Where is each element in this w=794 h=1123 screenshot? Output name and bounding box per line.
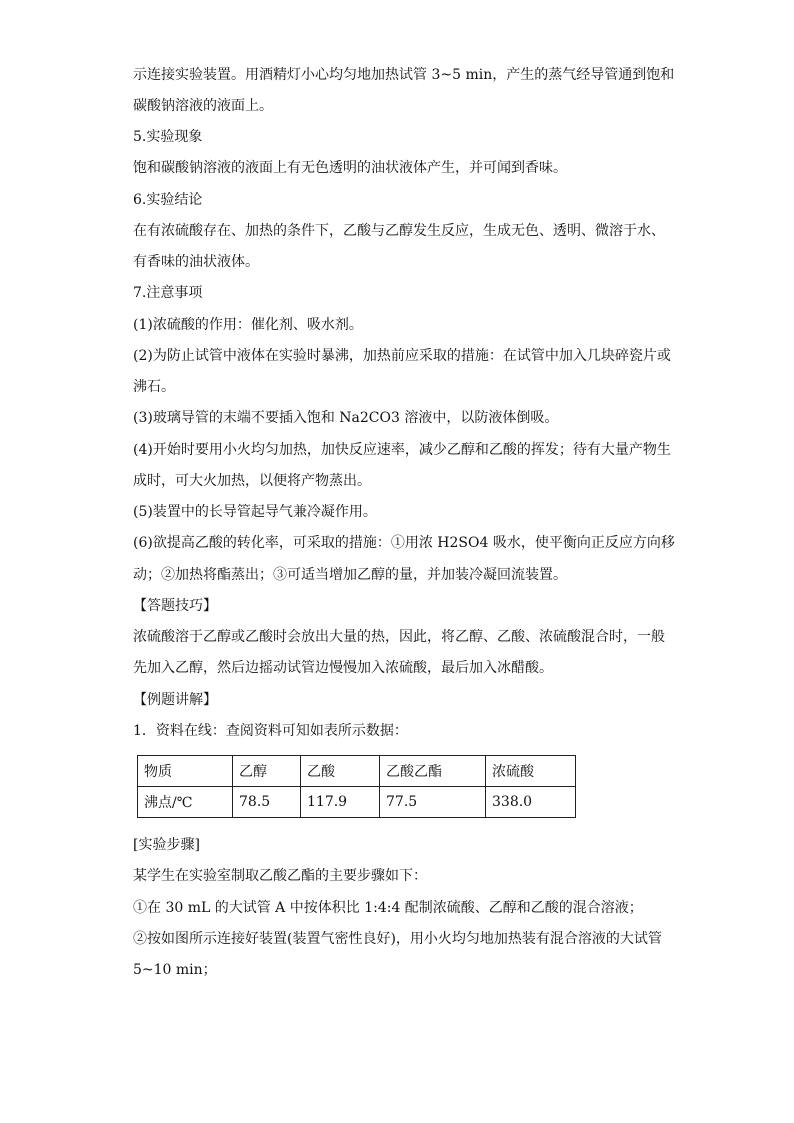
text-line: ①在 30 mL 的大试管 A 中按体积比 1:4:4 配制浓硫酸、乙醇和乙酸的混合溶液； xyxy=(133,900,643,916)
text-line: 碳酸钠溶液的液面上。 xyxy=(133,98,273,114)
text-line: 某学生在实验室制取乙酸乙酯的主要步骤如下： xyxy=(133,868,427,884)
text-line: 成时，可大火加热，以便将产物蒸出。 xyxy=(133,473,371,489)
text-line: (1)浓硫酸的作用：催化剂、吸水剂。 xyxy=(133,317,363,333)
table-cell: 338.0 xyxy=(486,787,576,818)
text-line: (6)欲提高乙酸的转化率，可采取的措施：①用浓 H2SO4 吸水，使平衡向正反应方向移 xyxy=(133,535,675,551)
text-line: (5)装置中的长导管起导气兼冷凝作用。 xyxy=(133,504,377,520)
table-cell: 77.5 xyxy=(380,787,486,818)
table-cell: 乙酸 xyxy=(301,756,380,787)
section-heading: [实验步骤] xyxy=(133,837,200,853)
table-cell: 乙醇 xyxy=(233,756,301,787)
text-line: 浓硫酸溶于乙醇或乙酸时会放出大量的热，因此，将乙醇、乙酸、浓硫酸混合时，一般 xyxy=(133,629,665,645)
table-cell: 沸点/℃ xyxy=(138,787,233,818)
section-heading: 【答题技巧】 xyxy=(133,598,217,614)
table-cell: 78.5 xyxy=(233,787,301,818)
boiling-point-table xyxy=(137,755,576,818)
text-line: (3)玻璃导管的末端不要插入饱和 Na2CO3 溶液中，以防液体倒吸。 xyxy=(133,410,559,426)
text-line: 5~10 min； xyxy=(133,962,217,978)
section-heading: 6.实验结论 xyxy=(133,192,203,208)
text-line: 沸石。 xyxy=(133,379,175,395)
text-line: 先加入乙醇，然后边摇动试管边慢慢加入浓硫酸，最后加入冰醋酸。 xyxy=(133,660,553,676)
table-cell: 浓硫酸 xyxy=(486,756,576,787)
table-header-row xyxy=(138,756,576,787)
question-text: 1．资料在线：查阅资料可知如表所示数据： xyxy=(133,723,408,739)
boiling-point-table-wrap xyxy=(137,755,576,818)
section-heading: 【例题讲解】 xyxy=(133,692,217,708)
text-line: ②按如图所示连接好装置(装置气密性良好)，用小火均匀地加热装有混合溶液的大试管 xyxy=(133,931,662,947)
text-line: 在有浓硫酸存在、加热的条件下，乙酸与乙醇发生反应，生成无色、透明、微溶于水、 xyxy=(133,223,665,239)
text-line: 动；②加热将酯蒸出；③可适当增加乙醇的量，并加装冷凝回流装置。 xyxy=(133,567,567,583)
section-heading: 5.实验现象 xyxy=(133,129,203,145)
section-heading: 7.注意事项 xyxy=(133,285,203,301)
text-line: (4)开始时要用小火均匀加热，加快反应速率，减少乙醇和乙酸的挥发；待有大量产物生 xyxy=(133,442,671,458)
table-cell: 117.9 xyxy=(301,787,380,818)
table-row xyxy=(138,787,576,818)
text-line: 饱和碳酸钠溶液的液面上有无色透明的油状液体产生，并可闻到香味。 xyxy=(133,160,567,176)
text-line: (2)为防止试管中液体在实验时暴沸，加热前应采取的措施：在试管中加入几块碎瓷片或 xyxy=(133,348,671,364)
text-line: 示连接实验装置。用酒精灯小心均匀地加热试管 3~5 min，产生的蒸气经导管通到饱和 xyxy=(133,67,675,83)
text-line: 有香味的油状液体。 xyxy=(133,254,259,270)
table-cell: 物质 xyxy=(138,756,233,787)
table-cell: 乙酸乙酯 xyxy=(380,756,486,787)
